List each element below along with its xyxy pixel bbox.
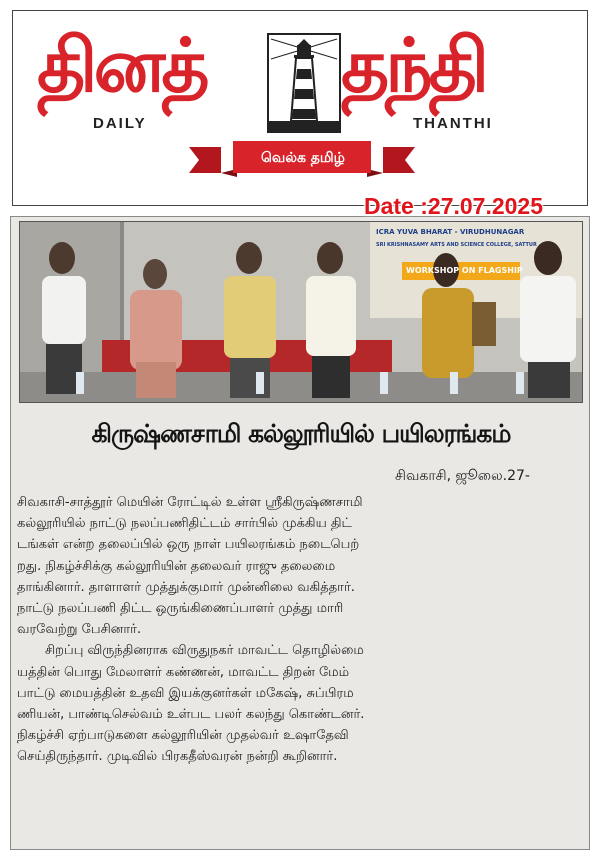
masthead-title-left: தினத்: [37, 23, 206, 109]
newspaper-masthead: [12, 10, 588, 206]
masthead-english-right: THANTHI: [413, 115, 493, 132]
article-line: ணியன், பாண்டிசெல்வம் உள்பட பலர் கலந்து கொண்டனர்.: [17, 707, 365, 723]
lighthouse-logo-icon: [267, 33, 341, 133]
article-line: டங்கள் என்ற தலைப்பில் ஒரு நாள் பயிலரங்கம் நடைபெற்: [17, 537, 360, 553]
masthead-english-left: DAILY: [93, 115, 147, 132]
article-line: செய்திருந்தார். முடிவில் பிரகதீஸ்வரன் நன்றி கூறினார்.: [17, 749, 338, 765]
article-line: பாட்டு மையத்தின் உதவி இயக்குனர்கள் மகேஷ், சுப்பிரம: [17, 685, 354, 701]
article-line: சிவகாசி-சாத்தூர் மெயின் ரோட்டில் உள்ள ஸ்ரீகிருஷ்ணசாமி: [17, 495, 363, 510]
article-line: நிகழ்ச்சி ஏற்பாடுகளை கல்லூரியின் முதல்வர் உஷாதேவி: [17, 728, 349, 744]
article-dateline: சிவகாசி, ஜூலை.27-: [395, 468, 530, 484]
article-line: நாட்டு நலப்பணி திட்ட ஒருங்கிணைப்பாளர் முத்து மாரி: [17, 601, 344, 617]
photo-banner-line-2: SRI KRISHNASAMY ARTS AND SCIENCE COLLEGE, SATTUR: [376, 242, 537, 248]
event-photo: [19, 221, 583, 403]
article-line: யத்தின் பொது மேலாளர் கண்ணன், மாவட்ட திறன் மேம்: [17, 664, 350, 680]
article-line: றது. நிகழ்ச்சிக்கு கல்லூரியின் தலைவர் ராஜு தலைமை: [17, 558, 336, 574]
news-clipping: [10, 216, 590, 850]
article-line: சிறப்பு விருந்தினராக விருதுநகர் மாவட்ட தொழில்மை: [45, 643, 364, 659]
date-label: Date :27.07.2025: [364, 193, 544, 219]
article-headline: கிருஷ்ணசாமி கல்லூரியில் பயிலரங்கம்: [91, 419, 511, 448]
photo-banner-line-1: ICRA YUVA BHARAT - VIRUDHUNAGAR: [376, 228, 525, 236]
article-body: [17, 492, 583, 768]
article-line: கல்லூரியில் நாட்டு நலப்பணிதிட்டம் சார்பில் முக்கிய திட்: [17, 516, 352, 532]
photo-banner-line-3: WORKSHOP ON FLAGSHIP: [406, 266, 523, 275]
article-line: தாங்கினார். தாளாளர் முத்துக்குமார் முன்னிலை வகித்தார்.: [17, 579, 355, 595]
masthead-title-right: தந்தி: [341, 23, 486, 109]
masthead-ribbon-text: வெல்க தமிழ்: [261, 150, 345, 166]
article-line: வரவேற்று பேசினார்.: [17, 622, 142, 638]
